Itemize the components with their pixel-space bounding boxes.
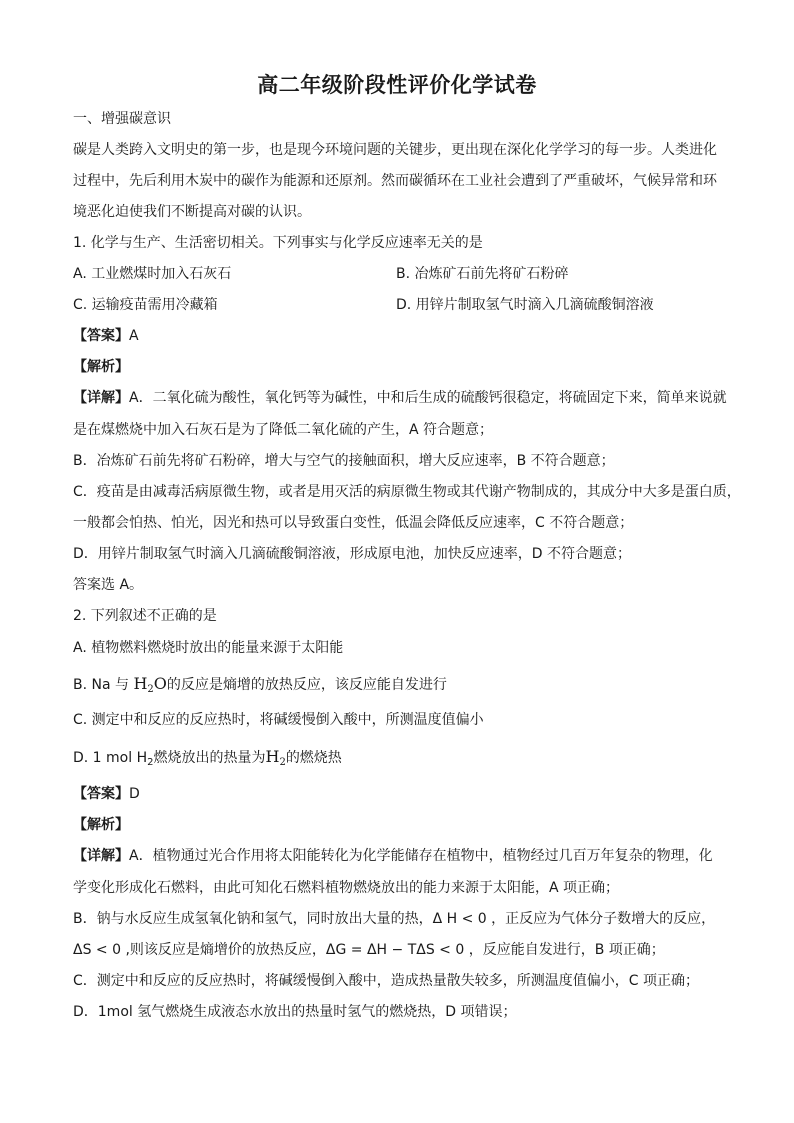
question-1-detail-line: 一般都会怕热、怕光，因光和热可以导致蛋白变性，低温会降低反应速率，C 不符合题意；	[73, 515, 634, 531]
question-1-detail-line	[73, 388, 727, 408]
option-d-prefix: D. 1 mol $H_2$	[73, 750, 154, 768]
intro-line: 碳是人类跨入文明史的第一步，也是现今环境问题的关键步，更出现在深化化学学习的每一步。人类进化	[73, 142, 717, 158]
question-1-detail-line: D．用锌片制取氢气时滴入几滴硫酸铜溶液，形成原电池，加快反应速率，D 不符合题意；	[73, 546, 632, 562]
question-1-option-d: D. 用锌片制取氢气时滴入几滴硫酸铜溶液	[396, 297, 654, 313]
water-formula: $H_2O$	[133, 674, 167, 695]
option-b-prefix: B. Na 与	[73, 677, 130, 693]
intro-line: 境恶化迫使我们不断提高对碳的认识。	[73, 204, 311, 220]
option-d-suffix: 的燃烧热	[285, 750, 342, 766]
question-2-option-c: C. 测定中和反应的反应热时，将碱缓慢倒入酸中，所测温度值偏小	[73, 712, 484, 728]
option-d-middle: 燃烧放出的热量为	[153, 750, 266, 766]
question-2-option-b	[73, 674, 447, 700]
question-2-stem: 2. 下列叙述不正确的是	[73, 608, 217, 624]
question-2-detail-line: D．1mol 氢气燃烧生成液态水放出的热量时氢气的燃烧热，D 项错误；	[73, 1004, 517, 1020]
question-2-option-a: A. 植物燃料燃烧时放出的能量来源于太阳能	[73, 640, 344, 656]
detail-label: 【详解】	[73, 848, 129, 864]
question-1-conclusion: 答案选 A。	[73, 577, 144, 593]
question-1-analysis-label	[73, 357, 129, 377]
question-1-option-b: B. 冶炼矿石前先将矿石粉碎	[396, 266, 569, 282]
answer-label: 【答案】	[73, 786, 129, 802]
question-2-detail-line	[73, 846, 713, 866]
answer-value: D	[129, 786, 140, 802]
analysis-label: 【解析】	[73, 359, 129, 375]
question-2-option-d	[73, 747, 342, 773]
question-1-option-c: C. 运输疫苗需用冷藏箱	[73, 297, 218, 313]
analysis-label: 【解析】	[73, 817, 129, 833]
question-2-detail-line: ΔS < 0 ,则该反应是熵增价的放热反应，ΔG = ΔH − TΔS < 0 ，反应能自发进行，B 项正确；	[73, 942, 665, 958]
question-1-detail-line: 是在煤燃烧中加入石灰石是为了降低二氧化硫的产生，A 符合题意；	[73, 422, 494, 438]
question-2-analysis-label	[73, 815, 129, 835]
question-1-detail-line: B．冶炼矿石前先将矿石粉碎，增大与空气的接触面积，增大反应速率，B 不符合题意；	[73, 453, 615, 469]
detail-label: 【详解】	[73, 390, 129, 406]
detail-text: A．植物通过光合作用将太阳能转化为化学能储存在植物中，植物经过几百万年复杂的物理，化	[129, 848, 713, 864]
detail-text: A．二氧化硫为酸性，氧化钙等为碱性，中和后生成的硫酸钙很稳定，将硫固定下来，简单来说就	[129, 390, 727, 406]
question-1-answer	[73, 326, 139, 346]
question-2-detail-line: B．钠与水反应生成氢氧化钠和氢气，同时放出大量的热，Δ H < 0 ，正反应为气体分子数增大的反应，	[73, 911, 716, 927]
question-1-option-a: A. 工业燃煤时加入石灰石	[73, 266, 232, 282]
question-1-detail-line: C．疫苗是由减毒活病原微生物，或者是用灭活的病原微生物或其代谢产物制成的，其成分中大多是蛋白质，	[73, 484, 741, 500]
question-2-detail-line: 学变化形成化石燃料，由此可知化石燃料植物燃烧放出的能力来源于太阳能，A 项正确；	[73, 880, 620, 896]
answer-value: A	[129, 328, 139, 344]
intro-line: 过程中，先后利用木炭中的碳作为能源和还原剂。然而碳循环在工业社会遭到了严重破坏，气候异常和环	[73, 173, 717, 189]
question-2-answer	[73, 784, 140, 804]
answer-label: 【答案】	[73, 328, 129, 344]
question-1-stem: 1. 化学与生产、生活密切相关。下列事实与化学反应速率无关的是	[73, 235, 483, 251]
question-2-detail-line: C．测定中和反应的反应热时，将碱缓慢倒入酸中，造成热量散失较多，所测温度值偏小，C 项正确；	[73, 973, 699, 989]
page-title: 高二年级阶段性评价化学试卷	[257, 73, 537, 97]
option-b-suffix: 的反应是熵增的放热反应，该反应能自发进行	[166, 677, 447, 693]
section-heading: 一、增强碳意识	[73, 111, 171, 127]
hydrogen-formula: $H_2$	[265, 747, 286, 768]
